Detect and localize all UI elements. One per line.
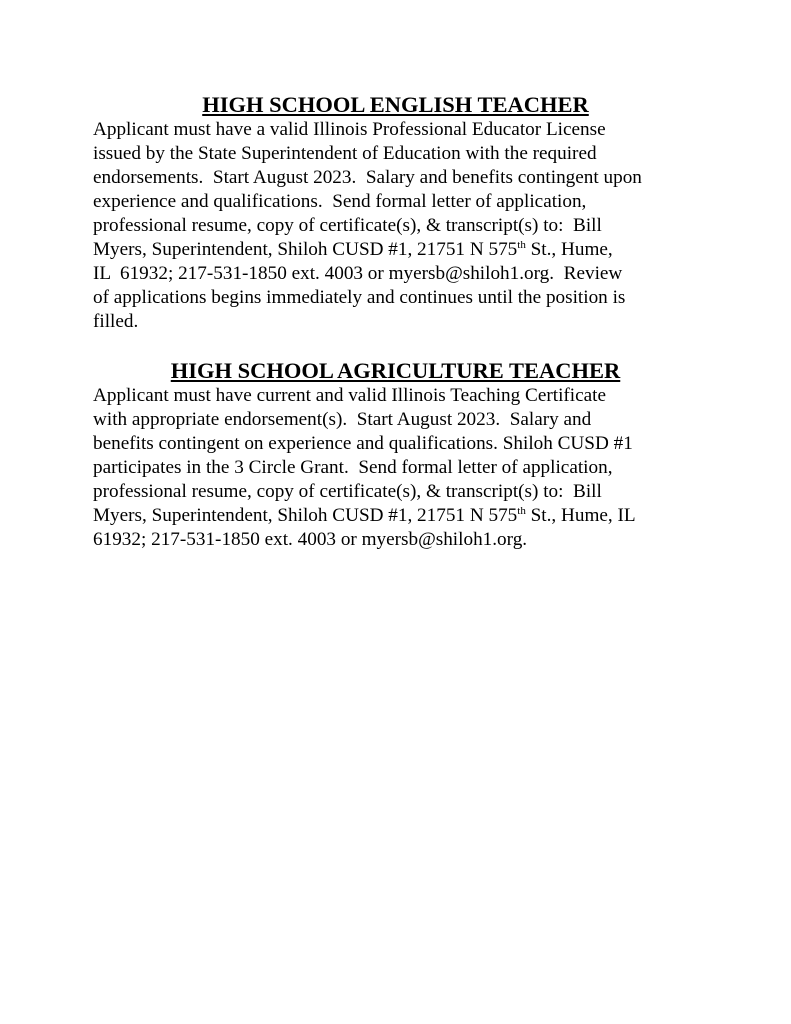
body-line: Applicant must have current and valid Illinois Teaching Certificate [93, 385, 607, 406]
body-line: professional resume, copy of certificate(s), & transcript(s) to: Bill [93, 481, 602, 502]
job-postings-document [93, 92, 698, 552]
body-line-address [93, 504, 698, 528]
body-line: professional resume, copy of certificate(s), & transcript(s) to: Bill [93, 215, 602, 236]
body-line-contact: 61932; 217-531-1850 ext. 4003 or myersb@shiloh1.org. [93, 529, 528, 550]
body-line: issued by the State Superintendent of Education with the required [93, 143, 597, 164]
body-line: with appropriate endorsement(s). Start August 2023. Salary and [93, 409, 592, 430]
address-text: Myers, Superintendent, Shiloh CUSD #1, 21751 N 575 [93, 239, 518, 260]
body-line: endorsements. Start August 2023. Salary and benefits contingent upon [93, 167, 642, 188]
body-line: Applicant must have a valid Illinois Professional Educator License [93, 119, 606, 140]
address-text: St., Hume, IL [525, 505, 636, 526]
body-line: filled. [93, 311, 139, 332]
address-text: Myers, Superintendent, Shiloh CUSD #1, 21751 N 575 [93, 505, 518, 526]
posting-body [93, 384, 698, 552]
posting-title: HIGH SCHOOL ENGLISH TEACHER [202, 92, 589, 117]
ordinal-suffix: th [517, 505, 526, 517]
body-line: participates in the 3 Circle Grant. Send formal letter of application, [93, 457, 613, 478]
body-line: of applications begins immediately and continues until the position is [93, 287, 626, 308]
agriculture-teacher-posting [93, 358, 698, 552]
posting-body [93, 118, 698, 334]
english-teacher-posting [93, 92, 698, 334]
posting-title: HIGH SCHOOL AGRICULTURE TEACHER [170, 358, 621, 383]
address-text: St., Hume, [525, 239, 613, 260]
body-line-contact: IL 61932; 217-531-1850 ext. 4003 or myersb@shiloh1.org. Review [93, 263, 623, 284]
body-line: benefits contingent on experience and qualifications. Shiloh CUSD #1 [93, 433, 633, 454]
body-line-address [93, 238, 698, 262]
body-line: experience and qualifications. Send formal letter of application, [93, 191, 587, 212]
ordinal-suffix: th [517, 239, 526, 251]
